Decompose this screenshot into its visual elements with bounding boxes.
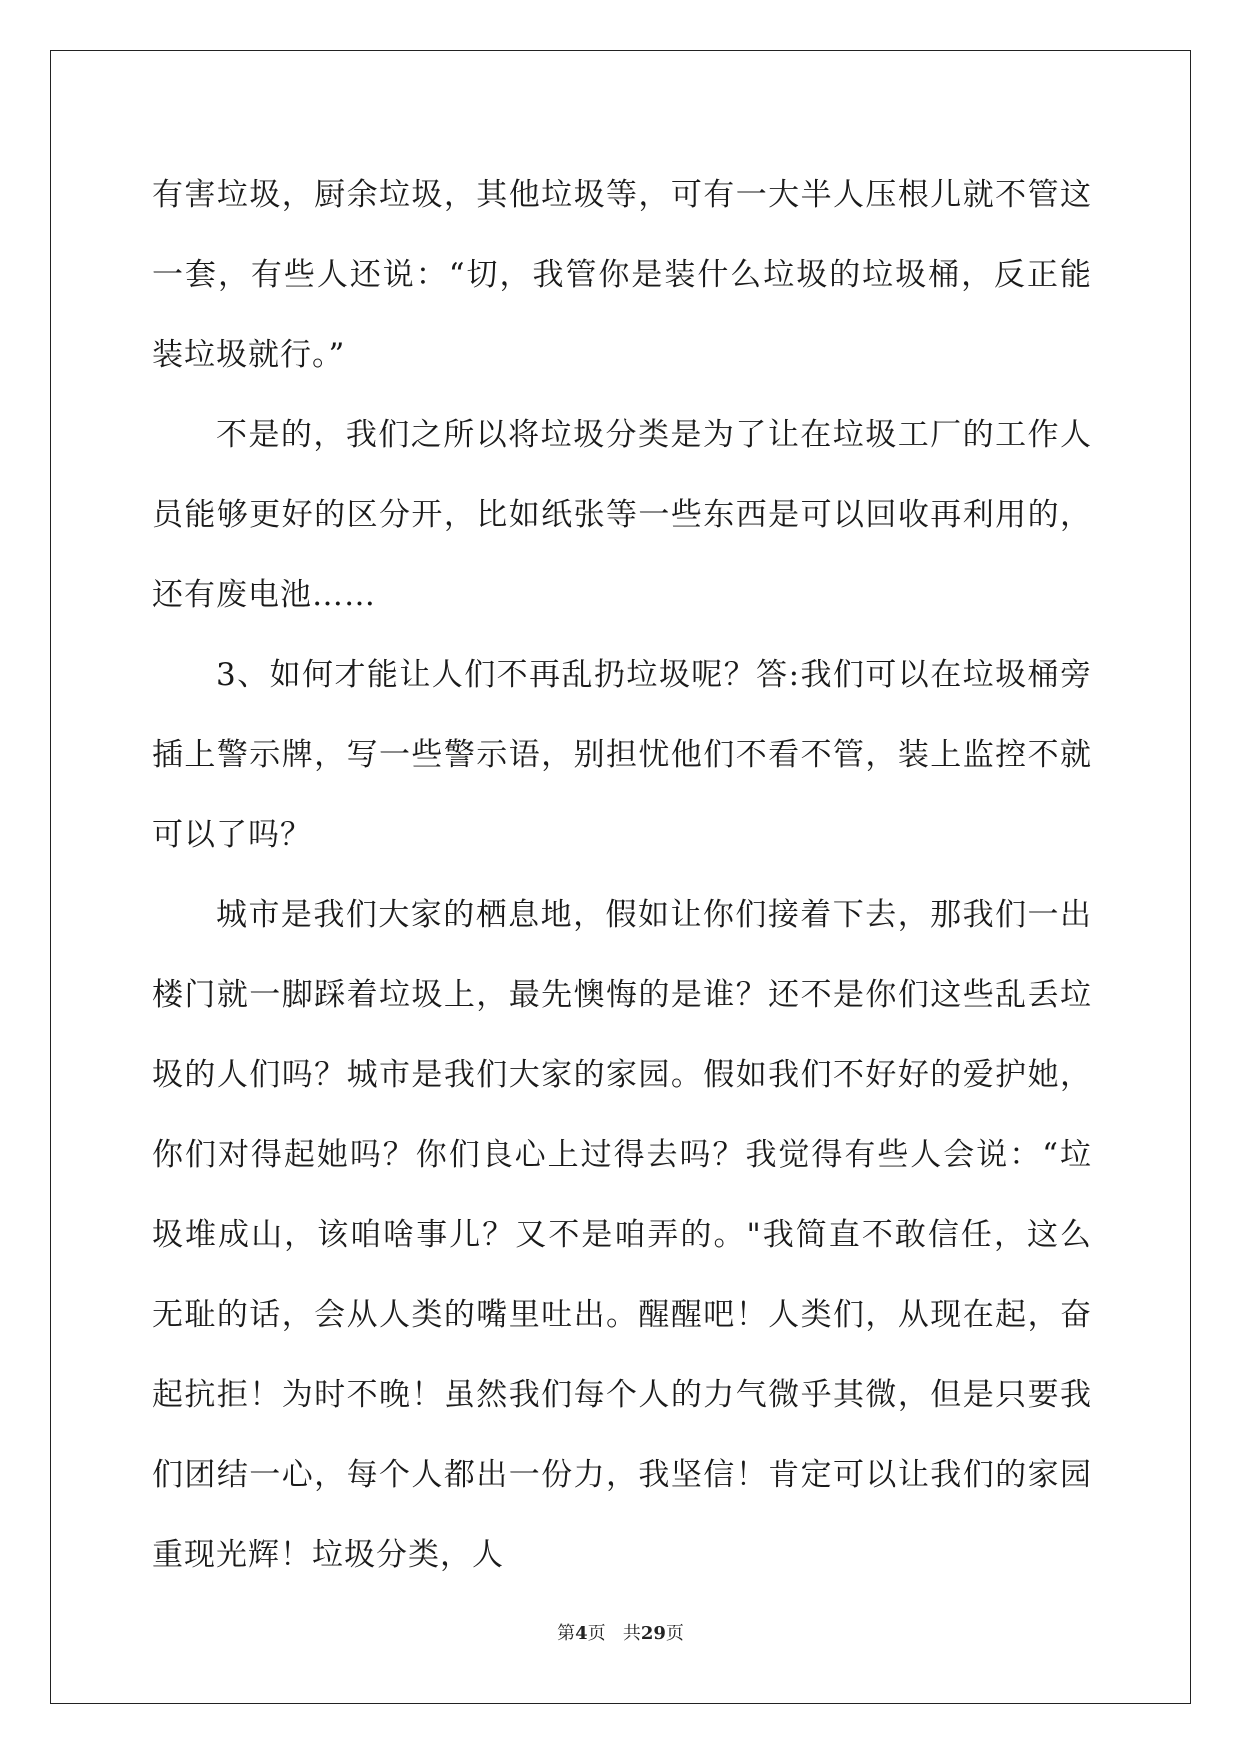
paragraph-4: 城市是我们大家的栖息地，假如让你们接着下去，那我们一出楼门就一脚踩着垃圾上，最先懊悔的是谁？还不是你们这些乱丢垃圾的人们吗？城市是我们大家的家园。假如我们不好好的爱护她，你们对得起她吗？你们良心上过得去吗？我觉得有些人会说：“垃圾堆成山，该咱啥事儿？又不是咱弄的。"我简直不敢信任，这么无耻的话，会从人类的嘴里吐出。醒醒吧！人类们，从现在起，奋起抗拒！为时不晚！虽然我们每个人的力气微乎其微，但是只要我们团结一心，每个人都出一份力，我坚信！肯定可以让我们的家园重现光辉！垃圾分类，人 xyxy=(152,897,1092,1573)
document-body xyxy=(152,155,1092,1595)
total-page-count: 29 xyxy=(640,1623,666,1644)
paragraph-3: 3、如何才能让人们不再乱扔垃圾呢？答:我们可以在垃圾桶旁插上警示牌，写一些警示语，别担忧他们不看不管，装上监控不就可以了吗？ xyxy=(152,657,1092,853)
footer-total-prefix: 共 xyxy=(622,1623,641,1644)
paragraph-2: 不是的，我们之所以将垃圾分类是为了让在垃圾工厂的工作人员能够更好的区分开，比如纸张等一些东西是可以回收再利用的，还有废电池…… xyxy=(152,417,1092,613)
current-page-number: 4 xyxy=(575,1623,588,1644)
paragraph-1: 有害垃圾，厨余垃圾，其他垃圾等，可有一大半人压根儿就不管这一套，有些人还说：“切，我管你是装什么垃圾的垃圾桶，反正能装垃圾就行。” xyxy=(152,177,1092,373)
page-footer xyxy=(0,1622,1241,1646)
footer-prefix: 第 xyxy=(557,1623,576,1644)
footer-page-word: 页 xyxy=(587,1623,606,1644)
footer-total-suffix: 页 xyxy=(665,1623,684,1644)
